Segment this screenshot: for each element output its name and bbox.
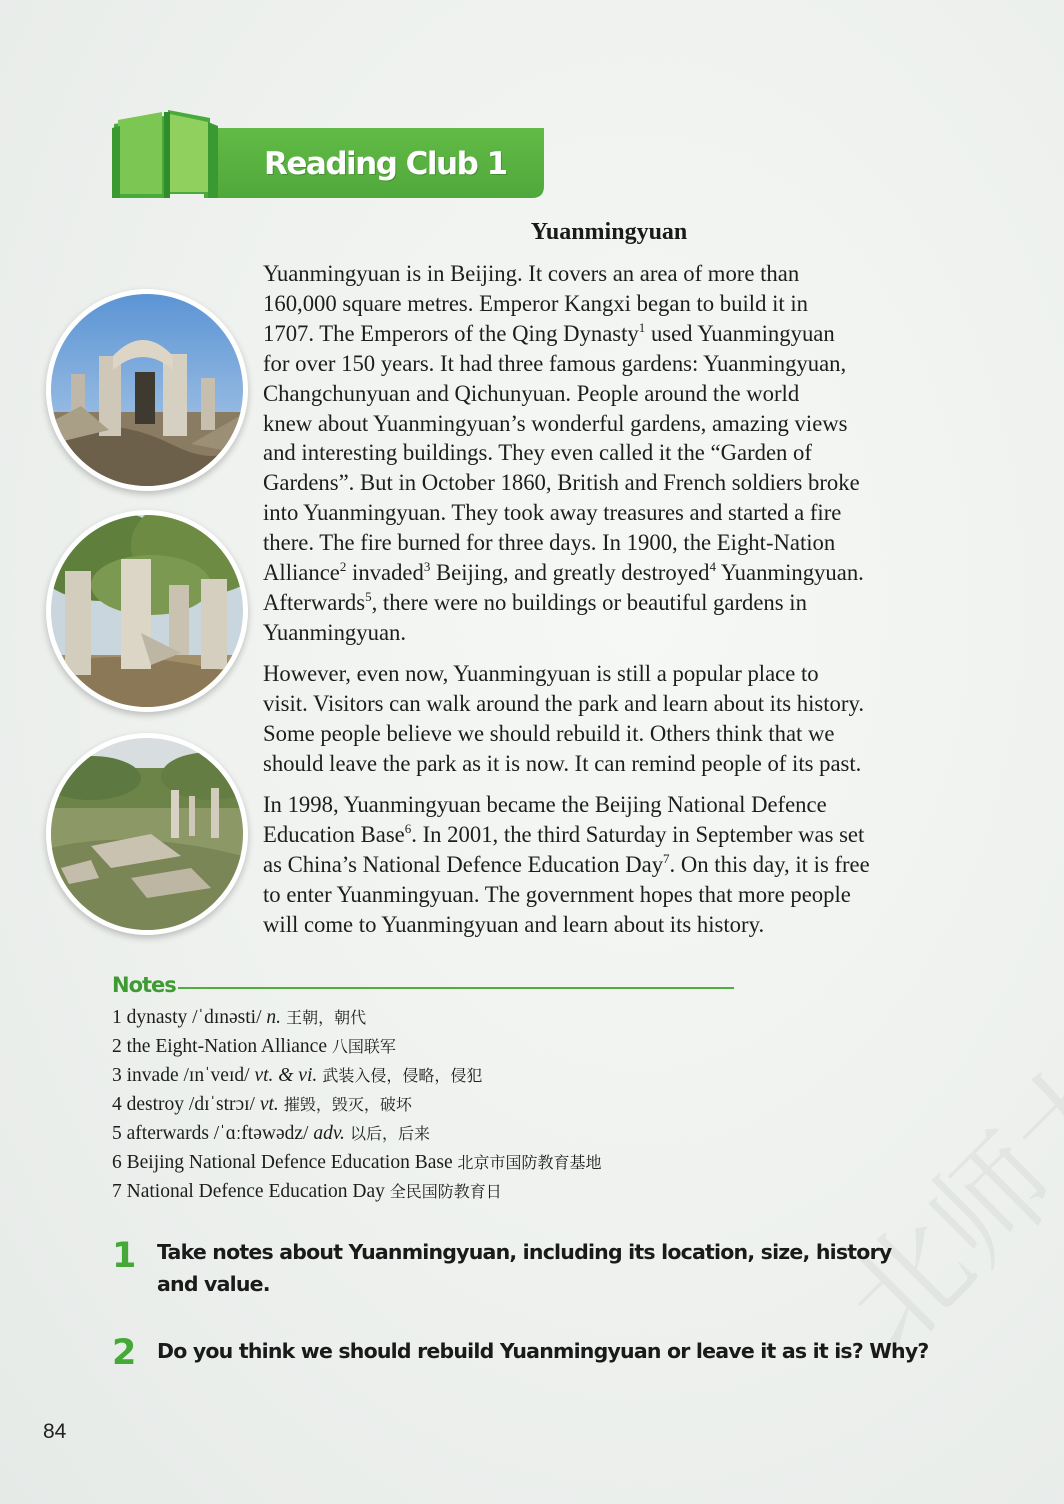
notes-heading: Notes — [112, 973, 176, 997]
note-item: 2 the Eight-Nation Alliance 八国联军 — [112, 1036, 396, 1057]
text-line: will come to Yuanmingyuan and learn about its history. — [263, 911, 765, 937]
footnote-ref: 2 — [339, 559, 347, 575]
note-item: 6 Beijing National Defence Education Base 北京市国防教育基地 — [112, 1152, 602, 1173]
footnote-ref: 3 — [423, 559, 431, 575]
note-item: 3 invade /ɪnˈveɪd/ vt. & vi. 武装入侵，侵略，侵犯 — [112, 1065, 483, 1086]
ruins-field-photo — [46, 733, 248, 935]
note-item: 1 dynasty /ˈdɪnəsti/ n. 王朝，朝代 — [112, 1007, 367, 1028]
ruins-arch-photo — [46, 289, 248, 491]
publisher-watermark — [800, 924, 1064, 1378]
text-line: there. The fire burned for three days. In 1900, the Eight-Nation — [263, 530, 836, 556]
text-line: knew about Yuanmingyuan’s wonderful gardens, amazing views — [263, 410, 848, 436]
note-item: 5 afterwards /ˈɑːftəwədz/ adv. 以后，后来 — [112, 1123, 431, 1144]
text-line: and interesting buildings. They even called it the “Garden of — [263, 440, 812, 466]
text-line: 160,000 square metres. Emperor Kangxi began to build it in — [263, 290, 809, 316]
text-line: In 1998, Yuanmingyuan became the Beijing National Defence — [263, 792, 827, 817]
ruins-columns-photo — [46, 510, 248, 712]
paragraph-today — [263, 659, 963, 779]
page-number: 84 — [43, 1420, 67, 1443]
text-line: into Yuanmingyuan. They took away treasures and started a fire — [263, 500, 842, 526]
text-line: as China’s National Defence Education Day$^7$. On this day, it is free — [263, 850, 870, 877]
notes-list — [112, 1003, 601, 1206]
note-item: 7 National Defence Education Day 全民国防教育日 — [112, 1181, 502, 1202]
text-line: Changchunyuan and Qichunyuan. People around the world — [263, 380, 800, 406]
notes-divider — [178, 987, 734, 989]
text-line: Yuanmingyuan is in Beijing. It covers an area of more than — [263, 261, 800, 286]
text-line: Gardens”. But in October 1860, British and French soldiers broke — [263, 470, 860, 496]
question-2-text: Do you think we should rebuild Yuanmingyuan or leave it as it is? Why? — [157, 1339, 929, 1363]
article-title: Yuanmingyuan — [530, 219, 688, 245]
question-number-1: 1 — [112, 1236, 137, 1276]
footnote-ref: 4 — [709, 559, 716, 575]
note-item: 4 destroy /dɪˈstrɔɪ/ vt. 摧毁，毁灭，破坏 — [112, 1094, 412, 1115]
question-1-text: Take notes about Yuanmingyuan, including its location, size, history and value. — [157, 1240, 892, 1296]
footnote-ref: 7 — [663, 850, 670, 866]
text-line: Some people believe we should rebuild it. Others think that we — [263, 720, 835, 746]
text-line: Yuanmingyuan. — [263, 619, 407, 645]
paragraph-history — [263, 259, 963, 648]
open-book-icon — [112, 110, 218, 198]
text-line: 1707. The Emperors of the Qing Dynasty$^1$ used Yuanmingyuan — [263, 319, 835, 346]
banner-title: Reading Club 1 — [264, 146, 507, 182]
text-line: to enter Yuanmingyuan. The government hopes that more people — [263, 881, 851, 907]
paragraph-education-base — [263, 790, 963, 940]
text-line: for over 150 years. It had three famous gardens: Yuanmingyuan, — [263, 350, 847, 376]
text-line: Education Base$^6$. In 2001, the third Saturday in September was set — [263, 820, 865, 847]
text-line: should leave the park as it is now. It can remind people of its past. — [263, 750, 862, 776]
text-line: Afterwards$^5$, there were no buildings or beautiful gardens in — [263, 588, 807, 615]
footnote-ref: 6 — [404, 820, 412, 836]
question-number-2: 2 — [112, 1333, 137, 1373]
footnote-ref: 5 — [365, 588, 372, 604]
text-line: However, even now, Yuanmingyuan is still a popular place to — [263, 661, 819, 686]
footnote-ref: 1 — [638, 319, 646, 335]
text-line: visit. Visitors can walk around the park and learn about its history. — [263, 690, 864, 716]
text-line: Alliance$^2$ invaded$^3$ Beijing, and greatly destroyed$^4$ Yuanmingyuan. — [263, 559, 864, 586]
